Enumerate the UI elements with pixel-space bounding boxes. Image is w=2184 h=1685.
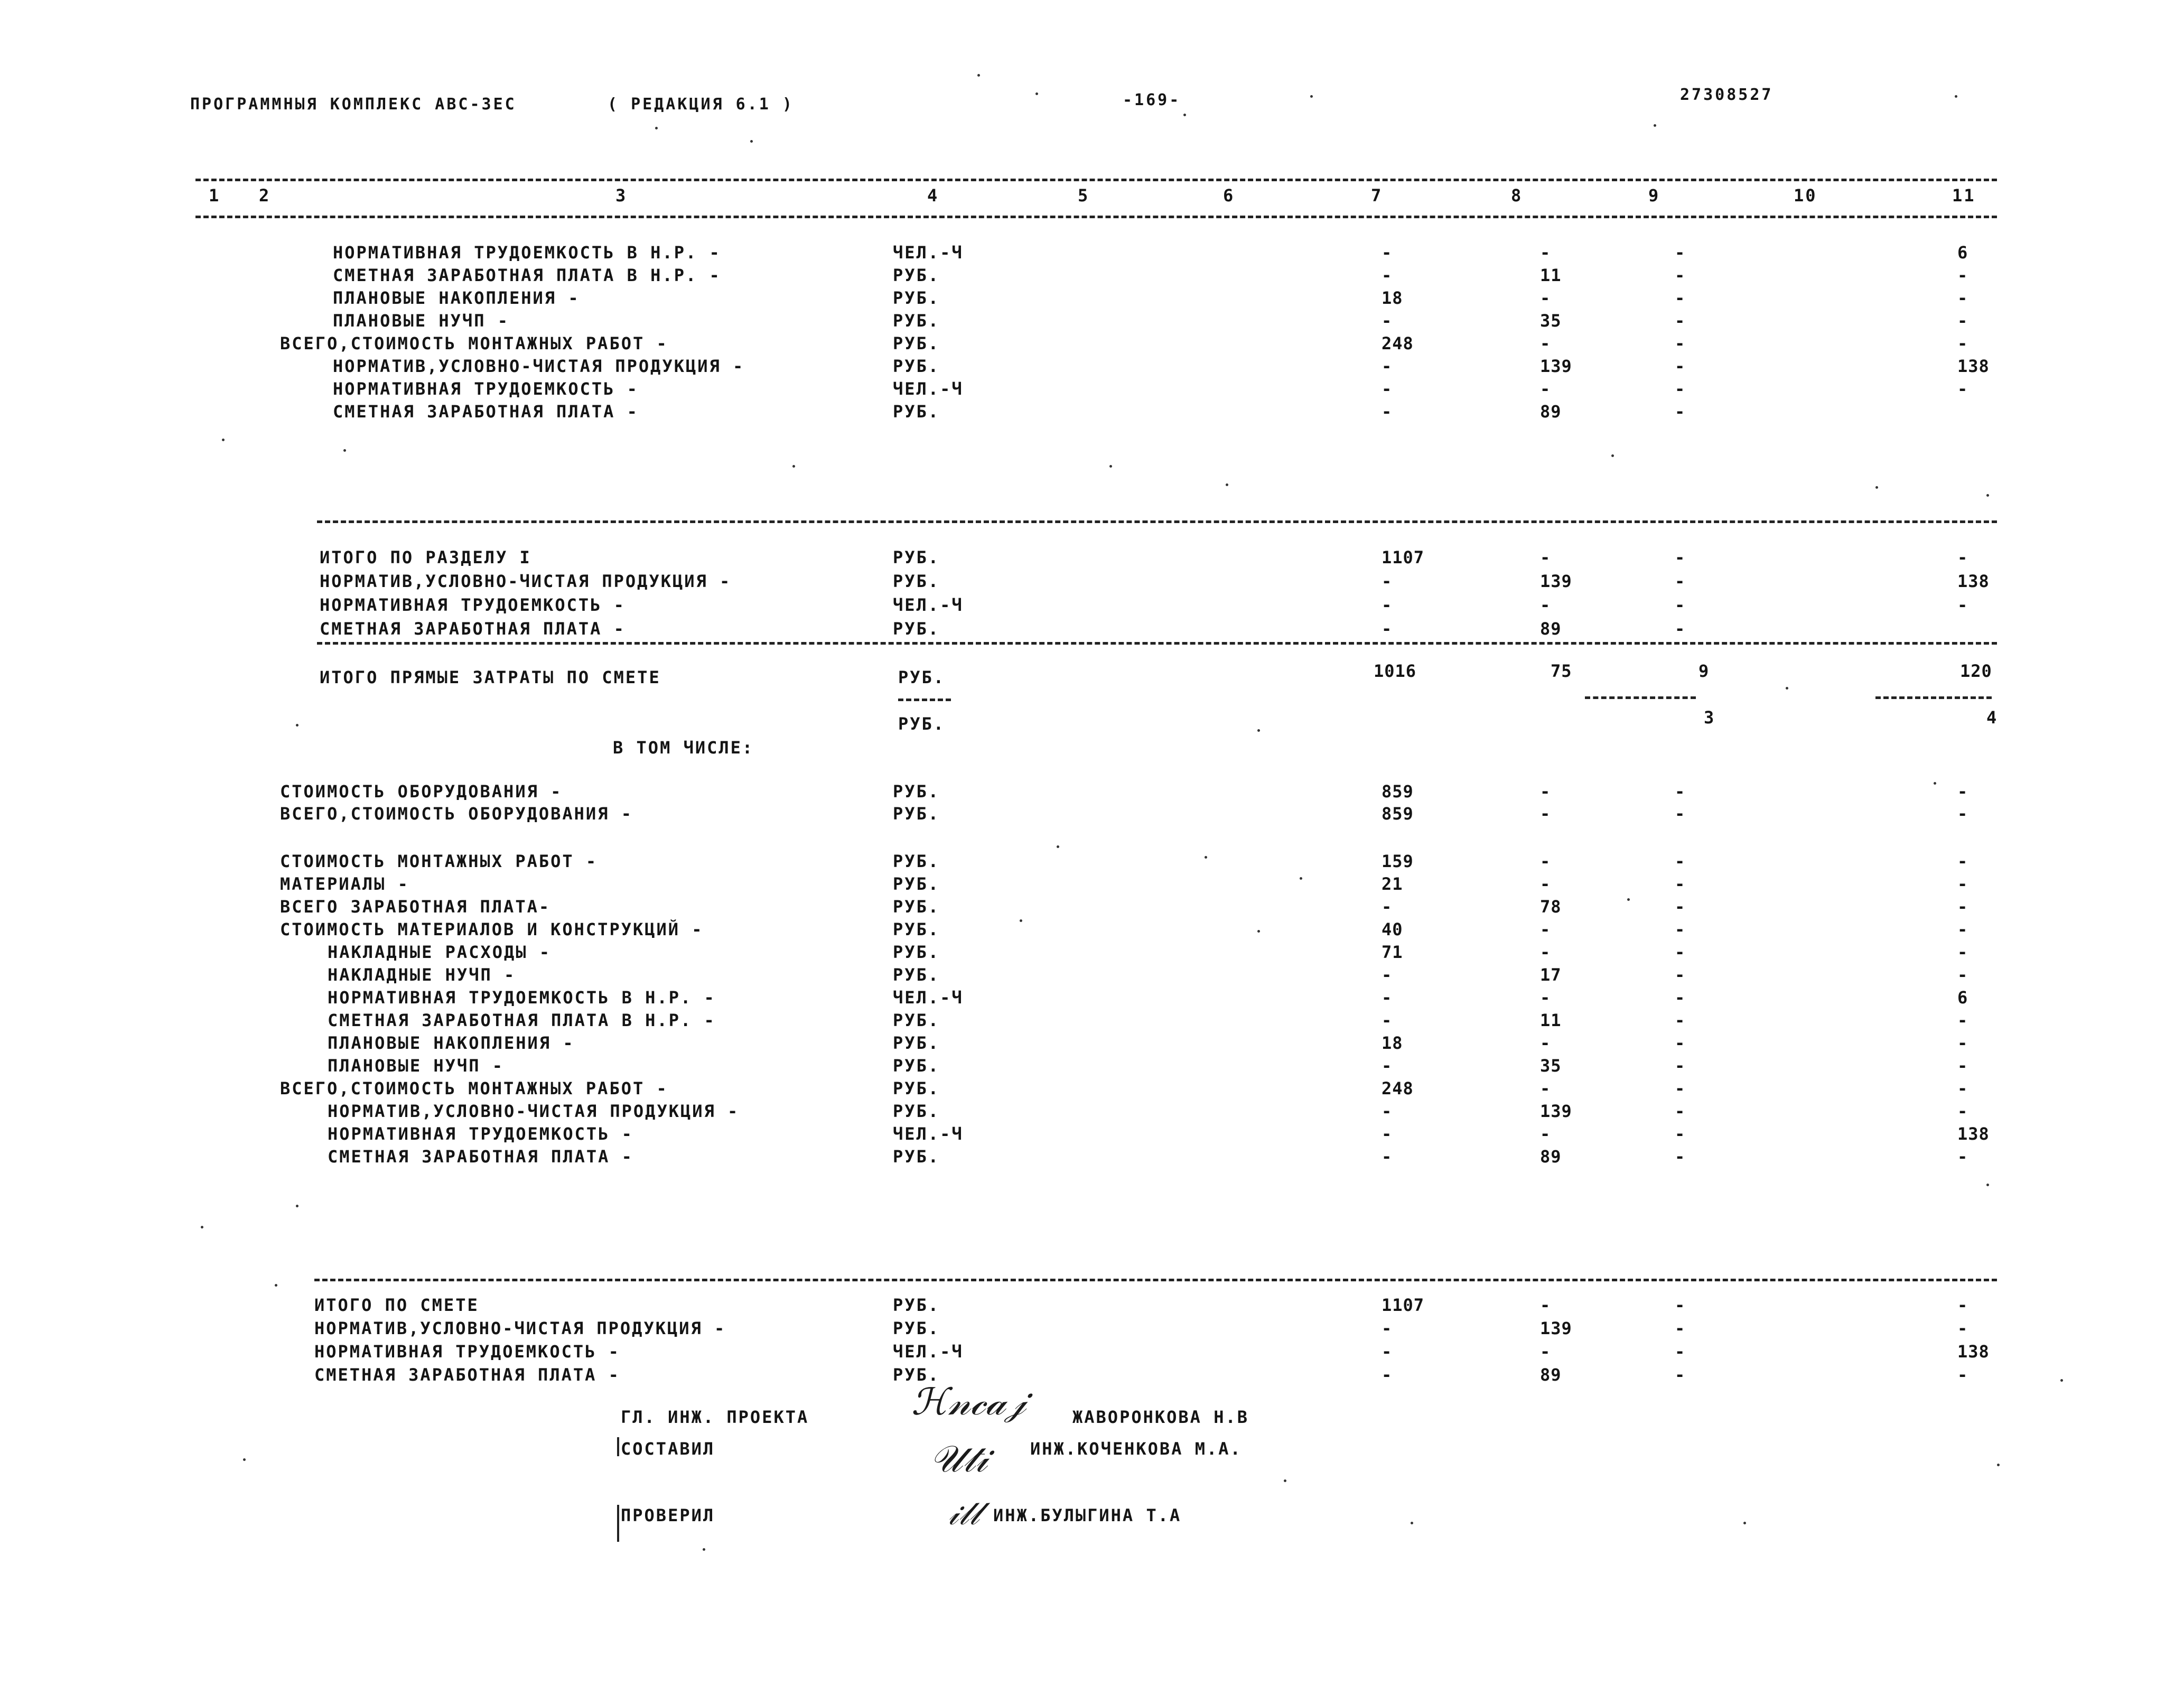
row-col7: - [1382,1147,1393,1167]
speck [1627,898,1630,901]
row-unit: ЧЕЛ.-Ч [893,988,964,1008]
row-col8: 139 [1540,356,1572,376]
column-index-9: 9 [1648,185,1660,206]
row-col7: 71 [1382,942,1403,962]
row-col8: 17 [1540,965,1562,985]
row-col11: - [1957,547,1968,567]
direct-costs-rule [317,642,1997,645]
speck [1109,465,1112,468]
row-unit: РУБ. [893,265,940,285]
speck [655,127,658,129]
row-label: ПЛАНОВЫЕ НАКОПЛЕНИЯ - [328,1033,575,1053]
row-label: НОРМАТИВ,УСЛОВНО-ЧИСТАЯ ПРОДУКЦИЯ - [314,1318,726,1338]
row-col11: - [1957,379,1968,399]
row-col8: - [1540,919,1551,939]
row-unit: РУБ. [893,1365,940,1385]
row-unit: РУБ. [893,965,940,985]
speck [1986,1184,1989,1186]
row-col7: - [1382,1010,1393,1030]
row-col11: 6 [1957,988,1968,1008]
speck [1934,782,1936,785]
compiled-name: ИНЖ.КОЧЕНКОВА М.А. [1030,1439,1242,1459]
row-col8: 35 [1540,311,1562,331]
row-col9: - [1675,1033,1686,1053]
row-label: НОРМАТИВ,УСЛОВНО-ЧИСТАЯ ПРОДУКЦИЯ - [328,1101,740,1121]
row-col9: - [1675,265,1686,285]
row-label: ВСЕГО ЗАРАБОТНАЯ ПЛАТА- [280,897,551,917]
row-unit: РУБ. [893,804,940,824]
speck [243,1458,246,1461]
row-label: ВСЕГО,СТОИМОСТЬ ОБОРУДОВАНИЯ - [280,804,633,824]
row-col11: - [1957,265,1968,285]
row-col11: - [1957,1147,1968,1167]
row-col8: - [1540,1078,1551,1098]
row-unit: РУБ. [893,851,940,871]
row-col7: - [1382,402,1393,422]
row-col9: - [1675,1056,1686,1076]
row-unit: РУБ. [893,942,940,962]
row-col11: - [1957,333,1968,353]
row-col11: - [1957,942,1968,962]
row-col7: - [1382,356,1393,376]
row-col8: - [1540,781,1551,802]
row-col8: - [1540,804,1551,824]
column-index-1: 1 [209,185,221,206]
c9-underline [1585,696,1696,699]
speck [1611,454,1614,457]
row-col8: - [1540,333,1551,353]
row-col8: 139 [1540,1318,1572,1338]
row-unit: ЧЕЛ.-Ч [893,595,964,615]
row-unit: РУБ. [893,1078,940,1098]
column-index-11: 11 [1952,185,1976,206]
row-col11: - [1957,897,1968,917]
direct-costs-c8: 75 [1551,661,1572,681]
row-col9: - [1675,311,1686,331]
row-col11: - [1957,595,1968,615]
row-label: СМЕТНАЯ ЗАРАБОТНАЯ ПЛАТА В Н.Р. - [328,1010,716,1030]
row-col9: - [1675,571,1686,591]
row-col7: - [1382,571,1393,591]
row-label: НАКЛАДНЫЕ НУЧП - [328,965,516,985]
direct-costs-c11b: 4 [1986,707,1998,728]
row-col8: - [1540,243,1551,263]
row-col11: - [1957,919,1968,939]
row-col11: - [1957,288,1968,308]
row-col9: - [1675,919,1686,939]
row-col7: - [1382,619,1393,639]
row-col7: - [1382,965,1393,985]
row-label: НОРМАТИВНАЯ ТРУДОЕМКОСТЬ В Н.Р. - [328,988,716,1008]
row-col8: 11 [1540,1010,1562,1030]
speck [1875,486,1878,489]
row-col7: - [1382,988,1393,1008]
row-col7: 248 [1382,333,1414,353]
row-col11: - [1957,874,1968,894]
speck [1257,729,1260,732]
row-label: СТОИМОСТЬ МОНТАЖНЫХ РАБОТ - [280,851,598,871]
row-unit: РУБ. [893,874,940,894]
row-col7: - [1382,311,1393,331]
row-label: МАТЕРИАЛЫ - [280,874,409,894]
row-col7: 40 [1382,919,1403,939]
row-col7: - [1382,1056,1393,1076]
table-top-rule [195,179,1997,181]
row-col8: - [1540,288,1551,308]
c11-underline [1875,696,1992,699]
row-unit: РУБ. [893,1147,940,1167]
row-label: НОРМАТИВНАЯ ТРУДОЕМКОСТЬ - [333,379,639,399]
compiled-bracket [617,1437,619,1456]
row-label: ИТОГО ПО РАЗДЕЛУ I [320,547,531,567]
speck [703,1548,705,1551]
column-index-5: 5 [1078,185,1090,206]
row-col11: - [1957,1056,1968,1076]
row-unit: РУБ. [893,1318,940,1338]
row-label: СМЕТНАЯ ЗАРАБОТНАЯ ПЛАТА - [328,1147,633,1167]
document-code: 27308527 [1680,86,1774,104]
speck [296,724,298,727]
row-unit: РУБ. [893,1033,940,1053]
row-col8: 89 [1540,1365,1562,1385]
row-label: НОРМАТИВ,УСЛОВНО-ЧИСТАЯ ПРОДУКЦИЯ - [320,571,732,591]
row-col11: - [1957,781,1968,802]
row-label: НОРМАТИВНАЯ ТРУДОЕМКОСТЬ - [320,595,626,615]
row-col7: - [1382,1342,1393,1362]
row-unit: РУБ. [893,919,940,939]
row-unit: ЧЕЛ.-Ч [893,243,964,263]
row-col9: - [1675,1147,1686,1167]
row-unit: РУБ. [893,402,940,422]
row-col11: 138 [1957,571,1990,591]
row-label: СМЕТНАЯ ЗАРАБОТНАЯ ПЛАТА В Н.Р. - [333,265,721,285]
row-col9: - [1675,874,1686,894]
row-label: НОРМАТИВ,УСЛОВНО-ЧИСТАЯ ПРОДУКЦИЯ - [333,356,745,376]
row-col7: 248 [1382,1078,1414,1098]
row-label: СМЕТНАЯ ЗАРАБОТНАЯ ПЛАТА - [320,619,626,639]
row-label: НОРМАТИВНАЯ ТРУДОЕМКОСТЬ В Н.Р. - [333,243,721,263]
row-unit: ЧЕЛ.-Ч [893,1342,964,1362]
speck [1057,845,1059,848]
row-label: СТОИМОСТЬ МАТЕРИАЛОВ И КОНСТРУКЦИЙ - [280,919,704,939]
direct-costs-c11: 120 [1960,661,1992,681]
speck [1997,1464,2000,1466]
row-label: СТОИМОСТЬ ОБОРУДОВАНИЯ - [280,781,563,802]
speck [1411,1522,1413,1524]
row-col9: - [1675,288,1686,308]
row-col8: - [1540,595,1551,615]
page-number: -169- [1123,91,1181,109]
table-header-rule [195,216,1997,218]
row-unit: РУБ. [893,356,940,376]
row-col8: 35 [1540,1056,1562,1076]
row-unit: РУБ. [893,311,940,331]
row-col11: - [1957,1010,1968,1030]
row-col8: - [1540,1342,1551,1362]
row-col9: - [1675,1078,1686,1098]
edition-label: ( РЕДАКЦИЯ 6.1 ) [608,95,794,114]
row-col9: - [1675,595,1686,615]
row-col11: - [1957,1033,1968,1053]
row-unit: ЧЕЛ.-Ч [893,1124,964,1144]
column-index-6: 6 [1223,185,1235,206]
speck [1226,483,1228,486]
row-col8: 139 [1540,571,1572,591]
row-col7: 859 [1382,781,1414,802]
direct-costs-unit2: РУБ. [898,714,946,734]
row-col9: - [1675,942,1686,962]
row-col8: - [1540,851,1551,871]
row-col8: - [1540,1124,1551,1144]
row-col9: - [1675,1318,1686,1338]
row-col7: 21 [1382,874,1403,894]
row-col9: - [1675,804,1686,824]
row-col8: - [1540,874,1551,894]
direct-costs-c9b: 3 [1704,707,1715,728]
row-col9: - [1675,356,1686,376]
row-col9: - [1675,781,1686,802]
row-col7: 1107 [1382,1295,1425,1315]
column-index-8: 8 [1511,185,1523,206]
chief-engineer-name: ЖАВОРОНКОВА Н.В [1072,1407,1249,1427]
column-index-10: 10 [1794,185,1817,206]
row-col11: 138 [1957,1124,1990,1144]
speck [2060,1379,2063,1382]
speck [977,74,980,77]
row-col11: - [1957,1078,1968,1098]
speck [1654,124,1656,127]
row-col8: 89 [1540,1147,1562,1167]
row-col7: - [1382,1101,1393,1121]
column-index-4: 4 [927,185,939,206]
speck [1020,919,1022,922]
direct-costs-c7: 1016 [1374,661,1417,681]
row-label: ИТОГО ПО СМЕТЕ [314,1295,479,1315]
row-col7: - [1382,379,1393,399]
row-unit: РУБ. [893,1295,940,1315]
row-unit: РУБ. [893,571,940,591]
row-col9: - [1675,402,1686,422]
row-unit: РУБ. [893,897,940,917]
direct-costs-label: ИТОГО ПРЯМЫЕ ЗАТРАТЫ ПО СМЕТЕ [320,667,661,687]
speck [1183,114,1186,116]
chief-engineer-label: ГЛ. ИНЖ. ПРОЕКТА [621,1407,809,1427]
row-col7: - [1382,897,1393,917]
row-col9: - [1675,851,1686,871]
compiler-signature: 𝒰𝓉𝒾 [930,1437,988,1481]
row-col7: - [1382,1318,1393,1338]
row-label: ПЛАНОВЫЕ НУЧП - [333,311,509,331]
row-unit: РУБ. [893,333,940,353]
row-col7: - [1382,1365,1393,1385]
row-col7: - [1382,243,1393,263]
speck [1955,95,1957,98]
speck [1986,494,1989,497]
row-unit: РУБ. [893,619,940,639]
row-col11: 138 [1957,356,1990,376]
row-col11: - [1957,1365,1968,1385]
direct-costs-unit: РУБ. [898,667,946,687]
row-col9: - [1675,243,1686,263]
row-col7: - [1382,1124,1393,1144]
row-col9: - [1675,333,1686,353]
row-col9: - [1675,619,1686,639]
row-col9: - [1675,1342,1686,1362]
speck [1205,856,1207,859]
row-col9: - [1675,1124,1686,1144]
compiled-label: СОСТАВИЛ [621,1439,715,1459]
row-unit: РУБ. [893,288,940,308]
row-label: ПЛАНОВЫЕ НУЧП - [328,1056,504,1076]
program-title: ПРОГРАММНЫЯ КОМПЛЕКС АВС-3ЕС [190,95,517,114]
row-col9: - [1675,965,1686,985]
row-col8: - [1540,379,1551,399]
row-col7: - [1382,595,1393,615]
checker-signature: 𝒾𝓁𝓁 [948,1495,980,1532]
speck [201,1226,203,1228]
row-col9: - [1675,1010,1686,1030]
checked-name: ИНЖ.БУЛЫГИНА Т.А [993,1505,1182,1525]
section-total-rule [317,520,1997,523]
speck [1659,1279,1662,1281]
row-col11: - [1957,1101,1968,1121]
row-label: СМЕТНАЯ ЗАРАБОТНАЯ ПЛАТА - [333,402,639,422]
row-col9: - [1675,988,1686,1008]
row-label: НОРМАТИВНАЯ ТРУДОЕМКОСТЬ - [314,1342,620,1362]
row-label: ПЛАНОВЫЕ НАКОПЛЕНИЯ - [333,288,580,308]
row-col9: - [1675,1295,1686,1315]
row-col8: 11 [1540,265,1562,285]
row-col7: 859 [1382,804,1414,824]
speck [1300,877,1302,880]
unit-underline [898,699,951,701]
row-col8: - [1540,547,1551,567]
speck [1310,95,1313,98]
row-col9: - [1675,547,1686,567]
row-col11: - [1957,1295,1968,1315]
row-col8: - [1540,1033,1551,1053]
row-col7: - [1382,265,1393,285]
row-col11: 6 [1957,243,1968,263]
row-unit: ЧЕЛ.-Ч [893,379,964,399]
row-label: СМЕТНАЯ ЗАРАБОТНАЯ ПЛАТА - [314,1365,620,1385]
row-label: НАКЛАДНЫЕ РАСХОДЫ - [328,942,552,962]
speck [1035,92,1038,95]
row-col8: - [1540,942,1551,962]
speck [1786,687,1788,690]
row-col9: - [1675,1365,1686,1385]
speck [296,1205,298,1207]
speck [792,465,795,468]
row-label: НОРМАТИВНАЯ ТРУДОЕМКОСТЬ - [328,1124,633,1144]
column-index-2: 2 [259,185,271,206]
row-col9: - [1675,1101,1686,1121]
row-col8: 139 [1540,1101,1572,1121]
row-col9: - [1675,897,1686,917]
row-col7: 159 [1382,851,1414,871]
row-col11: - [1957,804,1968,824]
row-col11: 138 [1957,1342,1990,1362]
row-col11: - [1957,965,1968,985]
row-unit: РУБ. [893,781,940,802]
including-label: В ТОМ ЧИСЛЕ: [613,738,754,758]
row-unit: РУБ. [893,1056,940,1076]
row-unit: РУБ. [893,1101,940,1121]
row-unit: РУБ. [893,1010,940,1030]
row-unit: РУБ. [893,547,940,567]
speck [275,1284,277,1287]
checked-bracket [617,1505,619,1542]
row-col7: 1107 [1382,547,1425,567]
column-index-7: 7 [1371,185,1383,206]
row-col11: - [1957,1318,1968,1338]
row-col8: 89 [1540,619,1562,639]
direct-costs-c9: 9 [1698,661,1710,681]
estimate-total-rule [314,1279,1997,1281]
checked-label: ПРОВЕРИЛ [621,1505,715,1525]
row-label: ВСЕГО,СТОИМОСТЬ МОНТАЖНЫХ РАБОТ - [280,333,668,353]
column-index-3: 3 [615,185,628,206]
row-col7: 18 [1382,1033,1403,1053]
row-col11: - [1957,311,1968,331]
row-col7: 18 [1382,288,1403,308]
speck [1743,1522,1746,1524]
row-col9: - [1675,379,1686,399]
speck [1257,930,1260,933]
speck [222,439,225,441]
speck [1284,1479,1286,1482]
speck [343,449,346,452]
row-label: ВСЕГО,СТОИМОСТЬ МОНТАЖНЫХ РАБОТ - [280,1078,668,1098]
row-col8: 78 [1540,897,1562,917]
chief-signature: ℋ𝓃𝒸𝒶𝒿 [911,1380,1026,1423]
row-col8: - [1540,988,1551,1008]
row-col8: - [1540,1295,1551,1315]
row-col8: 89 [1540,402,1562,422]
row-col11: - [1957,851,1968,871]
speck [750,140,753,143]
